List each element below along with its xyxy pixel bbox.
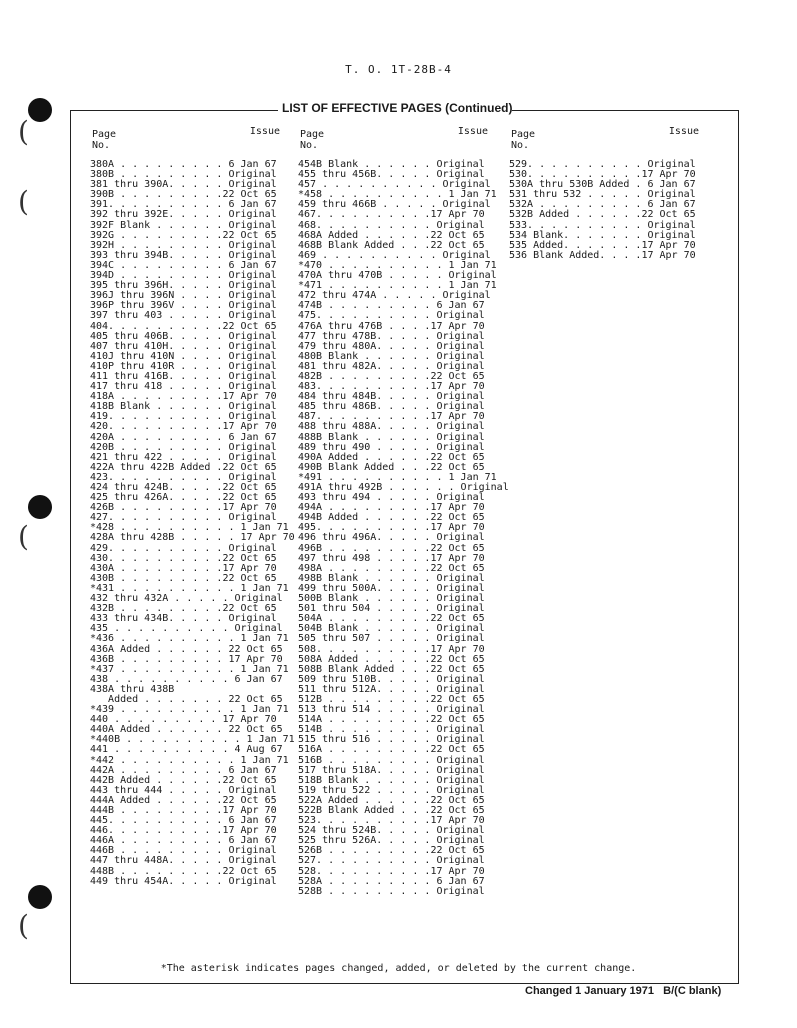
column-header (298, 126, 498, 160)
list-item: *428 . . . . . . . . . . 1 Jan 71 (90, 522, 289, 534)
list-item: 491A thru 492B . . . . . . Original (298, 482, 509, 493)
list-item: 457 . . . . . . . . . . Original (298, 179, 491, 191)
list-item: 392H . . . . . . . . . Original (90, 239, 277, 251)
list-item: 419. . . . . . . . . . Original (90, 411, 277, 423)
list-item: 522B Blank Added . . .22 Oct 65 (298, 805, 485, 816)
list-item: 504B Blank . . . . . . Original (298, 623, 485, 635)
list-item: 441 . . . . . . . . . . 4 Aug 67 (90, 744, 283, 756)
binding-mark: ( (18, 115, 29, 148)
list-item: 490A Added . . . . . .22 Oct 65 (298, 451, 485, 463)
list-item: 420B . . . . . . . . . Original (90, 441, 277, 453)
list-item: 449 thru 454A. . . . . Original (90, 875, 277, 887)
list-item: 420A . . . . . . . . . 6 Jan 67 (90, 431, 277, 443)
list-item: *471 . . . . . . . . . . 1 Jan 71 (298, 280, 497, 292)
list-item: 455 thru 456B. . . . . Original (298, 169, 485, 181)
list-item: 430. . . . . . . . . .22 Oct 65 (90, 552, 277, 564)
asterisk-footnote: *The asterisk indicates pages changed, added, or deleted by the current change. (160, 963, 637, 974)
list-item: 418B Blank . . . . . . Original (90, 401, 277, 413)
list-item: 393 thru 394B. . . . . Original (90, 249, 277, 261)
list-item: 468. . . . . . . . . . Original (298, 219, 485, 231)
list-item: 446B . . . . . . . . . Original (90, 845, 277, 857)
list-item: 425 thru 426A. . . . .22 Oct 65 (90, 492, 277, 504)
list-item: 440A Added . . . . . . 22 Oct 65 (90, 724, 283, 736)
list-item: 533. . . . . . . . . . Original (509, 219, 696, 231)
list-item: 381 thru 390A. . . . . Original (90, 179, 277, 191)
list-item: 528. . . . . . . . . .17 Apr 70 (298, 865, 485, 877)
list-item: 438 . . . . . . . . . . 6 Jan 67 (90, 673, 283, 685)
list-item: 459 thru 466B . . . . . Original (298, 199, 491, 211)
list-item: 522A Added . . . . . .22 Oct 65 (298, 794, 485, 806)
list-item: 396P thru 396V . . . . Original (90, 300, 277, 312)
list-item: 508. . . . . . . . . .17 Apr 70 (298, 643, 485, 655)
entry-list (298, 159, 509, 897)
list-item: 390B . . . . . . . . .22 Oct 65 (90, 189, 277, 201)
list-item: 508A Added . . . . . .22 Oct 65 (298, 653, 485, 665)
punch-hole-top (28, 98, 52, 122)
list-item: 532A . . . . . . . . . 6 Jan 67 (509, 199, 696, 211)
list-item: 517 thru 518A. . . . . Original (298, 764, 485, 776)
list-item: 394C . . . . . . . . . 6 Jan 67 (90, 259, 277, 271)
list-item: 397 thru 403 . . . . . Original (90, 310, 277, 322)
issue-label: Issue (457, 126, 488, 137)
list-item: 430A . . . . . . . . .17 Apr 70 (90, 562, 277, 574)
list-item: 468A Added . . . . . .22 Oct 65 (298, 229, 485, 241)
list-item: 488 thru 488A. . . . . Original (298, 421, 485, 433)
list-item: 433 thru 434B. . . . . Original (90, 613, 277, 625)
list-item: 529. . . . . . . . . . Original (509, 159, 696, 170)
list-item: 426B . . . . . . . . .17 Apr 70 (90, 502, 277, 514)
list-item: 467. . . . . . . . . .17 Apr 70 (298, 209, 485, 221)
list-item: 430B . . . . . . . . .22 Oct 65 (90, 572, 277, 584)
page-label-no: No. (300, 140, 319, 151)
list-item: 514B . . . . . . . . . Original (298, 724, 485, 736)
list-item: 501 thru 504 . . . . . Original (298, 603, 485, 615)
list-item: 515 thru 516 . . . . . Original (298, 734, 485, 746)
list-item: 494B Added . . . . . .22 Oct 65 (298, 512, 485, 524)
list-item: *437 . . . . . . . . . . 1 Jan 71 (90, 663, 289, 675)
list-item: 417 thru 418 . . . . . Original (90, 381, 277, 393)
list-item: 395 thru 396H. . . . . Original (90, 280, 277, 292)
list-item: 440 . . . . . . . . . 17 Apr 70 (90, 714, 277, 726)
page-label-no: No. (92, 140, 111, 151)
list-item: 516B . . . . . . . . . Original (298, 754, 485, 766)
list-item: 444B . . . . . . . . .17 Apr 70 (90, 805, 277, 816)
list-item: *458 . . . . . . . . . . 1 Jan 71 (298, 189, 497, 201)
list-item: *440B . . . . . . . . . . 1 Jan 71 (90, 734, 295, 746)
column-1 (90, 126, 295, 887)
list-item: 505 thru 507 . . . . . Original (298, 633, 485, 645)
list-item: 493 thru 494 . . . . . Original (298, 492, 485, 504)
list-item: 518B Blank . . . . . . Original (298, 774, 485, 786)
list-item: 481 thru 482A. . . . . Original (298, 360, 485, 372)
list-item: 480B Blank . . . . . . Original (298, 350, 485, 362)
list-item: 534 Blank. . . . . . . Original (509, 229, 696, 241)
list-item: 404. . . . . . . . . .22 Oct 65 (90, 320, 277, 332)
list-item: *431 . . . . . . . . . . 1 Jan 71 (90, 582, 289, 594)
list-item: 436A Added . . . . . . 22 Oct 65 (90, 643, 283, 655)
list-item: 487. . . . . . . . . .17 Apr 70 (298, 411, 485, 423)
list-item: 448B . . . . . . . . .22 Oct 65 (90, 865, 277, 877)
list-item: 530A thru 530B Added . 6 Jan 67 (509, 179, 696, 191)
page-label: Page (300, 129, 325, 140)
list-item: 504A . . . . . . . . .22 Oct 65 (298, 613, 485, 625)
list-item: 495. . . . . . . . . .17 Apr 70 (298, 522, 485, 534)
list-item: 496 thru 496A. . . . . Original (298, 532, 485, 544)
list-item: 446A . . . . . . . . . 6 Jan 67 (90, 835, 277, 847)
list-item: 432B . . . . . . . . .22 Oct 65 (90, 603, 277, 615)
list-item: 432 thru 432A . . . . . Original (90, 593, 283, 605)
list-item: 479 thru 480A. . . . . Original (298, 340, 485, 352)
list-item: 422A thru 422B Added .22 Oct 65 (90, 461, 277, 473)
list-item: 396J thru 396N . . . . Original (90, 290, 277, 302)
list-item: 429. . . . . . . . . . Original (90, 542, 277, 554)
list-item: 428A thru 428B . . . . . 17 Apr 70 (90, 532, 295, 544)
list-item: 391. . . . . . . . . . 6 Jan 67 (90, 199, 277, 211)
list-item: 438A thru 438B (90, 683, 175, 695)
list-item: 477 thru 478B. . . . . Original (298, 330, 485, 342)
list-item: 405 thru 406B. . . . . Original (90, 330, 277, 342)
list-item: 511 thru 512A. . . . . Original (298, 683, 485, 695)
list-item: 442B Added . . . . . .22 Oct 65 (90, 774, 277, 786)
list-item: 394D . . . . . . . . . Original (90, 270, 277, 282)
column-header (90, 126, 290, 160)
list-item: 411 thru 416B. . . . . Original (90, 370, 277, 382)
list-item: 531 thru 532 . . . . . Original (509, 189, 696, 201)
binding-mark: ( (18, 909, 29, 942)
list-item: *442 . . . . . . . . . . 1 Jan 71 (90, 754, 289, 766)
list-item: 489 thru 490 . . . . . Original (298, 441, 485, 453)
entry-list (90, 159, 295, 887)
list-item: 499 thru 500A. . . . . Original (298, 582, 485, 594)
list-item: 526B . . . . . . . . .22 Oct 65 (298, 845, 485, 857)
list-item: 410J thru 410N . . . . Original (90, 350, 277, 362)
document-number: T. O. 1T-28B-4 (345, 63, 452, 76)
binding-mark: ( (18, 185, 29, 218)
list-item: 513 thru 514 . . . . . Original (298, 704, 485, 716)
list-item: 435 . . . . . . . . . . Original (90, 623, 283, 635)
list-item: 488B Blank . . . . . . Original (298, 431, 485, 443)
list-item: *436 . . . . . . . . . . 1 Jan 71 (90, 633, 289, 645)
list-item: 407 thru 410H. . . . . Original (90, 340, 277, 352)
list-item: *491 . . . . . . . . . . 1 Jan 71 (298, 471, 497, 483)
list-item: 516A . . . . . . . . .22 Oct 65 (298, 744, 485, 756)
list-item: 420. . . . . . . . . .17 Apr 70 (90, 421, 277, 433)
change-notice: Changed 1 January 1971 B/(C blank) (525, 985, 722, 997)
list-item: 494A . . . . . . . . .17 Apr 70 (298, 502, 485, 514)
list-item: 380A . . . . . . . . . 6 Jan 67 (90, 159, 277, 170)
list-item: *439 . . . . . . . . . . 1 Jan 71 (90, 704, 289, 716)
list-item: 528B . . . . . . . . . Original (298, 885, 485, 897)
list-item: *470 . . . . . . . . . . 1 Jan 71 (298, 259, 497, 271)
list-item: 392F Blank . . . . . . Original (90, 219, 277, 231)
list-item: 525 thru 526A. . . . . Original (298, 835, 485, 847)
list-item: 472 thru 474A . . . . . Original (298, 290, 491, 302)
list-item: 508B Blank Added . . .22 Oct 65 (298, 663, 485, 675)
list-item: 496B . . . . . . . . .22 Oct 65 (298, 542, 485, 554)
list-item: 483. . . . . . . . . .17 Apr 70 (298, 381, 485, 393)
list-item: 424 thru 424B. . . . .22 Oct 65 (90, 482, 277, 493)
punch-hole-middle (28, 495, 52, 519)
list-item: 528A . . . . . . . . . 6 Jan 67 (298, 875, 485, 887)
list-item: 454B Blank . . . . . . Original (298, 159, 485, 170)
list-item: 497 thru 498 . . . . .17 Apr 70 (298, 552, 485, 564)
list-item: 532B Added . . . . . .22 Oct 65 (509, 209, 696, 221)
page-title: LIST OF EFFECTIVE PAGES (Continued) (282, 101, 513, 115)
list-item: 509 thru 510B. . . . . Original (298, 673, 485, 685)
binding-mark: ( (18, 520, 29, 553)
list-item: 380B . . . . . . . . . Original (90, 169, 277, 181)
list-item: 427. . . . . . . . . . Original (90, 512, 277, 524)
list-item: 476A thru 476B . . . .17 Apr 70 (298, 320, 485, 332)
column-3 (509, 126, 709, 261)
list-item: 468B Blank Added . . .22 Oct 65 (298, 239, 485, 251)
list-item: 423. . . . . . . . . . Original (90, 471, 277, 483)
list-item: 418A . . . . . . . . .17 Apr 70 (90, 391, 277, 403)
page-label: Page (511, 129, 536, 140)
list-item: 392 thru 392E. . . . . Original (90, 209, 277, 221)
list-item: Added . . . . . . . 22 Oct 65 (90, 693, 283, 705)
punch-hole-bottom (28, 885, 52, 909)
list-item: 527. . . . . . . . . . Original (298, 855, 485, 867)
column-header (509, 126, 709, 160)
list-item: 446. . . . . . . . . .17 Apr 70 (90, 825, 277, 837)
list-item: 442A . . . . . . . . . 6 Jan 67 (90, 764, 277, 776)
list-item: 436B . . . . . . . . . 17 Apr 70 (90, 653, 283, 665)
list-item: 421 thru 422 . . . . . Original (90, 451, 277, 463)
list-item: 536 Blank Added. . . .17 Apr 70 (509, 249, 696, 261)
list-item: 498A . . . . . . . . .22 Oct 65 (298, 562, 485, 574)
list-item: 410P thru 410R . . . . Original (90, 360, 277, 372)
list-item: 447 thru 448A. . . . . Original (90, 855, 277, 867)
issue-label: Issue (668, 126, 699, 137)
list-item: 519 thru 522 . . . . . Original (298, 784, 485, 796)
list-item: 474B . . . . . . . . . 6 Jan 67 (298, 300, 485, 312)
list-item: 482B . . . . . . . . .22 Oct 65 (298, 370, 485, 382)
list-item: 444A Added . . . . . .22 Oct 65 (90, 794, 277, 806)
list-item: 484 thru 484B. . . . . Original (298, 391, 485, 403)
list-item: 475. . . . . . . . . . Original (298, 310, 485, 322)
list-item: 523. . . . . . . . . .17 Apr 70 (298, 815, 485, 827)
list-item: 498B Blank . . . . . . Original (298, 572, 485, 584)
list-item: 392G . . . . . . . . .22 Oct 65 (90, 229, 277, 241)
list-item: 500B Blank . . . . . . Original (298, 593, 485, 605)
list-item: 485 thru 486B. . . . . Original (298, 401, 485, 413)
entry-list (509, 160, 709, 261)
list-item: 445. . . . . . . . . . 6 Jan 67 (90, 815, 277, 827)
list-item: 490B Blank Added . . .22 Oct 65 (298, 461, 485, 473)
column-2 (298, 126, 509, 897)
list-item: 443 thru 444 . . . . . Original (90, 784, 277, 796)
list-item: 535 Added. . . . . . .17 Apr 70 (509, 239, 696, 251)
page-label: Page (92, 129, 117, 140)
issue-label: Issue (249, 126, 280, 137)
list-item: 470A thru 470B . . . . . Original (298, 270, 497, 282)
list-item: 512B . . . . . . . . .22 Oct 65 (298, 693, 485, 705)
list-item: 524 thru 524B. . . . . Original (298, 825, 485, 837)
list-item: 514A . . . . . . . . .22 Oct 65 (298, 714, 485, 726)
page-label-no: No. (511, 140, 530, 151)
list-item: 530. . . . . . . . . .17 Apr 70 (509, 169, 696, 181)
list-item: 469 . . . . . . . . . . Original (298, 249, 491, 261)
